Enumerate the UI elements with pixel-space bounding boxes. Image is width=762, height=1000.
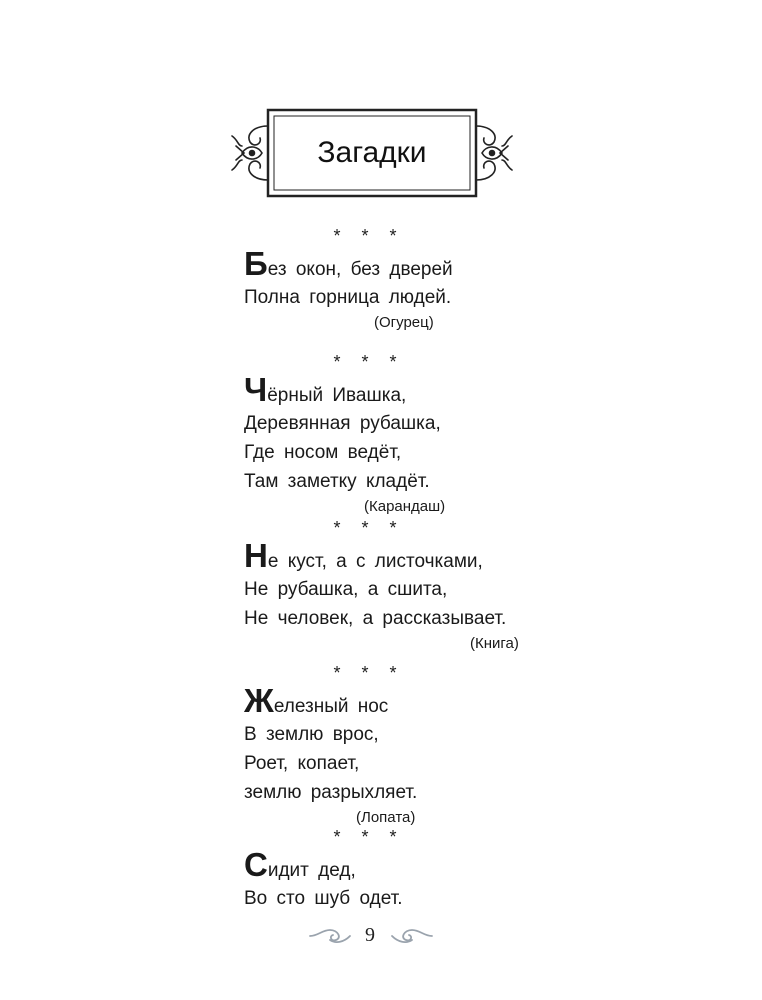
page-footer bbox=[300, 918, 440, 952]
riddle-line: Там заметку кладёт. bbox=[244, 471, 430, 492]
riddle-2 bbox=[244, 352, 544, 518]
drop-cap: Б bbox=[244, 245, 268, 282]
riddle-answer: (Огурец) bbox=[374, 314, 434, 331]
riddle-answer: (Лопата) bbox=[356, 809, 416, 826]
riddle-line: Железный нос bbox=[244, 682, 389, 719]
riddle-line: землю разрыхляет. bbox=[244, 782, 418, 803]
riddle-line: Роет, копает, bbox=[244, 753, 360, 774]
riddle-line: Полна горница людей. bbox=[244, 287, 452, 308]
riddle-line: Где носом ведёт, bbox=[244, 442, 402, 463]
page-number: 9 bbox=[365, 924, 375, 946]
riddle-5 bbox=[244, 827, 544, 913]
riddle-1 bbox=[244, 226, 544, 352]
drop-cap: Н bbox=[244, 537, 268, 574]
riddle-3 bbox=[244, 518, 544, 663]
separator-stars: * * * bbox=[333, 352, 405, 372]
riddle-line: Сидит дед, bbox=[244, 846, 356, 883]
separator-stars: * * * bbox=[333, 518, 405, 538]
riddle-line: Во сто шуб одет. bbox=[244, 888, 403, 909]
right-swirl-icon bbox=[390, 924, 434, 946]
riddle-line: Не куст, а с листочками, bbox=[244, 537, 483, 574]
riddle-line: В землю врос, bbox=[244, 724, 379, 745]
page-title: Загадки bbox=[317, 136, 427, 169]
riddle-line: Не человек, а рассказывает. bbox=[244, 608, 507, 629]
riddle-line: Деревянная рубашка, bbox=[244, 413, 441, 434]
separator-stars: * * * bbox=[333, 663, 405, 683]
left-swirl-icon bbox=[308, 924, 352, 946]
drop-cap: С bbox=[244, 846, 268, 883]
riddle-answer: (Карандаш) bbox=[364, 498, 446, 515]
riddle-line: Без окон, без дверей bbox=[244, 245, 453, 282]
separator-stars: * * * bbox=[333, 226, 405, 246]
drop-cap: Ч bbox=[244, 371, 268, 408]
riddle-line: Чёрный Ивашка, bbox=[244, 371, 407, 408]
title-cartouche bbox=[228, 106, 516, 200]
drop-cap: Ж bbox=[244, 682, 274, 719]
riddle-4 bbox=[244, 663, 544, 827]
riddle-answer: (Книга) bbox=[470, 635, 519, 652]
riddle-line: Не рубашка, а сшита, bbox=[244, 579, 448, 600]
riddle-list bbox=[244, 226, 544, 913]
separator-stars: * * * bbox=[333, 827, 405, 847]
